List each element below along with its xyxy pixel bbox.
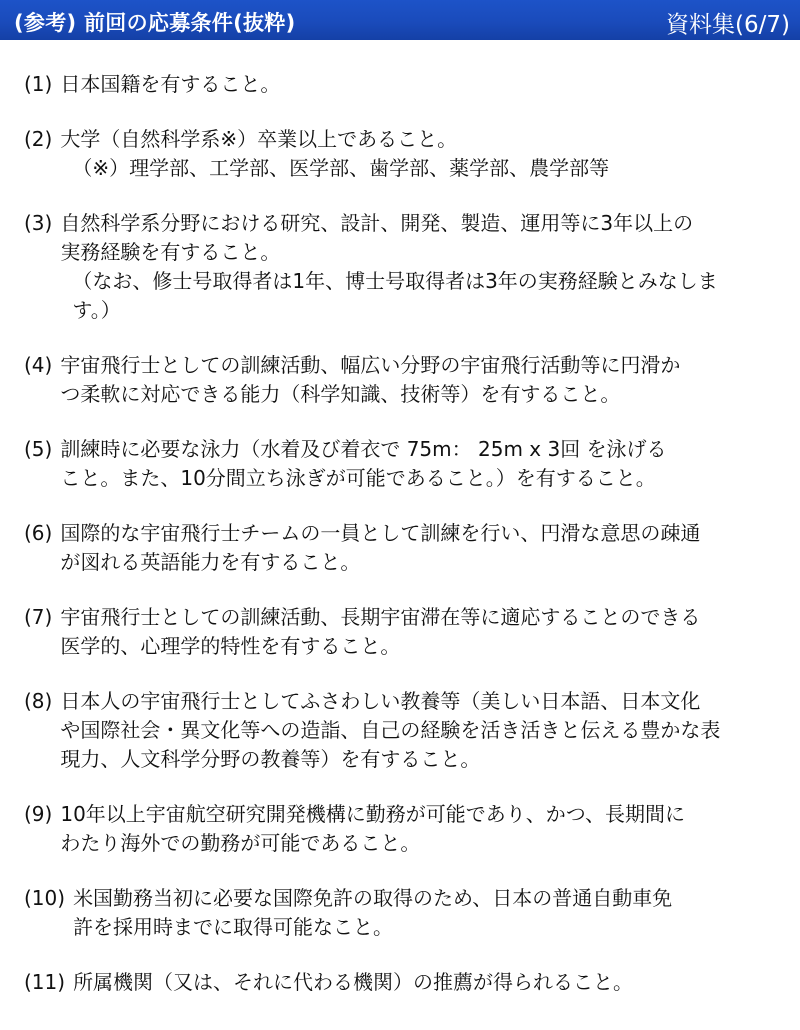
item-body [52,603,772,661]
item-text-line: 宇宙飛行士としての訓練活動、幅広い分野の宇宙飛行活動等に円滑か [60,353,681,377]
item-body [52,209,772,325]
requirements-list [24,70,772,997]
item-text-line: 訓練時に必要な泳力（水着及び着衣で 75m： 25m x 3回 を泳げる [60,437,667,461]
page-indicator: 資料集(6/7) [666,12,790,38]
item-gap [24,577,772,603]
item-number: (8) [24,689,53,713]
item-number: (9) [24,802,53,826]
list-item [24,519,772,577]
item-text-line: 10年以上宇宙航空研究開発機構に勤務が可能であり、かつ、長期間に [60,802,685,826]
item-body [52,800,772,858]
item-text-line: 実務経験を有すること。 [60,240,281,264]
item-text-line: 所属機関（又は、それに代わる機関）の推薦が得られること。 [73,970,634,994]
list-item [24,884,772,942]
header-bar [0,0,800,40]
item-text-line: 大学（自然科学系※）卒業以上であること。 [60,127,458,151]
item-body [52,435,772,493]
item-text-line: こと。また、10分間立ち泳ぎが可能であること。）を有すること。 [60,466,656,490]
item-text-line: 日本人の宇宙飛行士としてふさわしい教養等（美しい日本語、日本文化 [60,689,701,713]
list-item [24,800,772,858]
item-body [65,968,772,997]
item-text-line: 国際的な宇宙飛行士チームの一員として訓練を行い、円滑な意思の疎通 [60,521,701,545]
item-text-line: 宇宙飛行士としての訓練活動、長期宇宙滞在等に適応することのできる [60,605,701,629]
item-text-line: 医学的、心理学的特性を有すること。 [60,634,401,658]
item-body [52,70,772,99]
item-text-line: 自然科学系分野における研究、設計、開発、製造、運用等に3年以上の [60,211,694,235]
item-note-line: （※）理学部、工学部、医学部、歯学部、薬学部、農学部等 [72,156,610,180]
list-item [24,435,772,493]
item-body [52,687,772,774]
list-item [24,70,772,99]
item-number: (6) [24,521,53,545]
list-item [24,125,772,183]
item-number: (10) [24,886,66,910]
item-text-line: が図れる英語能力を有すること。 [60,550,361,574]
list-item [24,209,772,325]
item-text-line: わたり海外での勤務が可能であること。 [60,831,421,855]
item-text-line: 日本国籍を有すること。 [60,72,281,96]
item-body [52,351,772,409]
item-body [65,884,772,942]
item-text-line: や国際社会・異文化等への造詣、自己の経験を活き活きと伝える豊かな表 [60,718,721,742]
item-number: (7) [24,605,53,629]
item-number: (3) [24,211,53,235]
list-item [24,351,772,409]
item-gap [24,99,772,125]
item-text-line: つ柔軟に対応できる能力（科学知識、技術等）を有すること。 [60,382,621,406]
item-number: (4) [24,353,53,377]
item-gap [24,409,772,435]
item-number: (5) [24,437,53,461]
item-body [52,519,772,577]
list-item [24,968,772,997]
item-body [52,125,772,183]
item-note-line: （なお、修士号取得者は1年、博士号取得者は3年の実務経験とみなしま [72,269,718,293]
list-item [24,687,772,774]
page-title: (参考) 前回の応募条件(抜粋) [14,11,296,35]
item-number: (2) [24,127,53,151]
item-gap [24,661,772,687]
item-gap [24,183,772,209]
list-item [24,603,772,661]
item-gap [24,493,772,519]
item-gap [24,942,772,968]
item-text-line: 米国勤務当初に必要な国際免許の取得のため、日本の普通自動車免 [73,886,673,910]
item-gap [24,858,772,884]
item-number: (1) [24,72,53,96]
item-gap [24,774,772,800]
item-text-line: 許を採用時までに取得可能なこと。 [73,915,394,939]
item-gap [24,325,772,351]
item-note-line: す。） [72,298,121,322]
item-number: (11) [24,970,66,994]
item-text-line: 現力、人文科学分野の教養等）を有すること。 [60,747,481,771]
